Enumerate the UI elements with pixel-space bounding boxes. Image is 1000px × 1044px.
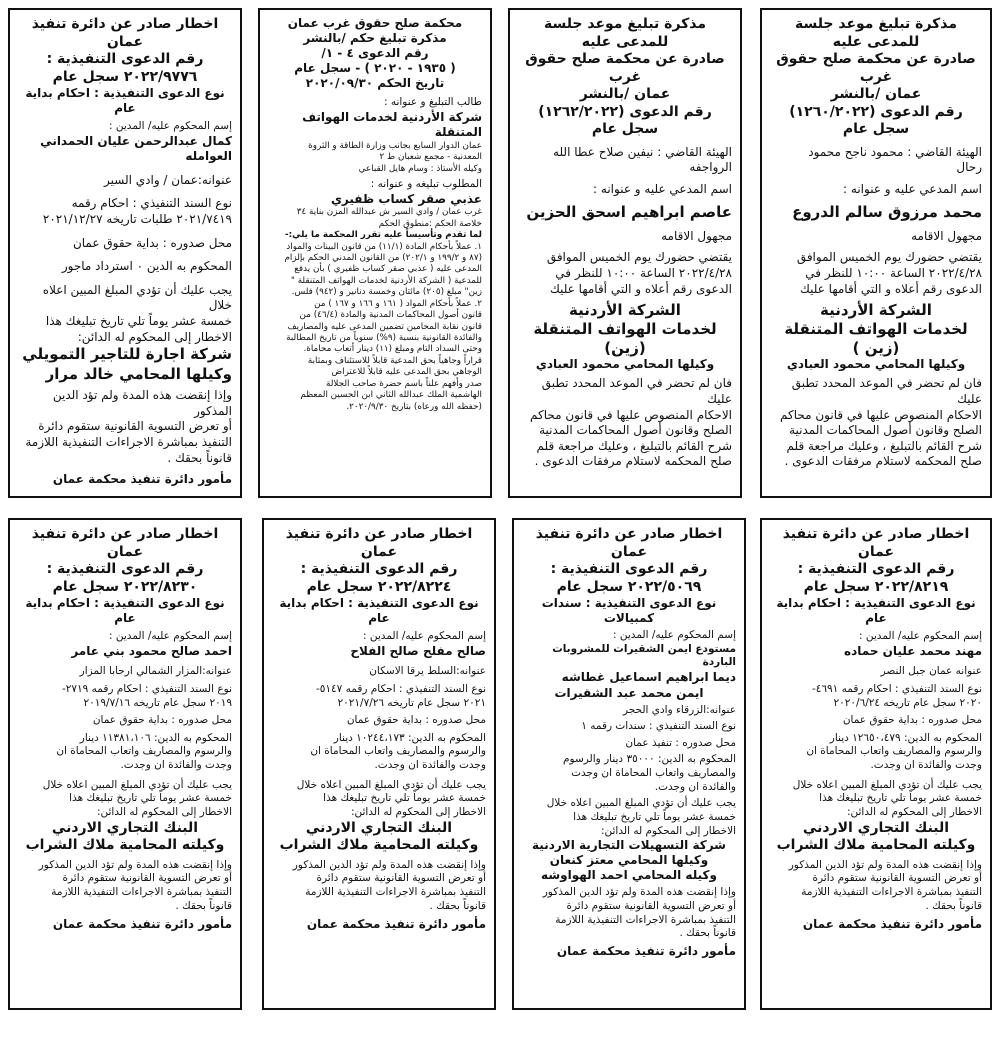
- notice-title: اخطار صادر عن دائرة تنفيذ عمان: [31, 16, 219, 50]
- record-type: سجل عام: [842, 121, 910, 137]
- instrument-type: نوع السند التنفيذي : احكام رقمه: [71, 196, 232, 211]
- body-text: قانوناً بحقك .: [925, 899, 982, 912]
- notice-title: اخطار صادر عن دائرة تنفيذ عمان: [31, 526, 219, 560]
- notice-title: مذكرة تبليغ موعد جلسة للمدعى عليه: [543, 16, 707, 50]
- judgment-text: (حفظه الله ورعاه) بتاريخ ٢٠٢٠/٩/٣٠.: [346, 401, 482, 412]
- body-text: قانوناً بحقك .: [429, 899, 486, 912]
- body-text: أو تعرض التسوية القانونية ستقوم دائرة: [812, 872, 982, 885]
- notice-title: اخطار صادر عن دائرة تنفيذ عمان: [285, 526, 473, 560]
- notice-signature: مأمور دائرة تنفيذ محكمة عمان: [556, 943, 736, 958]
- judgment-text: الوجاهي بحق المدعى عليه قابلاً للاعتراض: [331, 367, 482, 378]
- creditor-lawyer: وكيلته المحامية ملاك الشراب: [279, 837, 479, 854]
- notice-title: عمان /بالنشر: [830, 86, 922, 102]
- case-number: ٢٠٢٢/٨٢١٩ سجل عام: [803, 578, 949, 595]
- recipient-label: المطلوب تبليغه و عنوانه :: [370, 178, 482, 191]
- creditor-name: البنك التجاري الاردني: [802, 819, 950, 836]
- case-number: ( ١٩٣٥ - ٢٠٢٠ ) - سجل عام: [294, 61, 456, 75]
- notice-execution-8224: [262, 518, 496, 1010]
- instrument-type: نوع السند التنفيذي : احكام رقمه ٥١٤٧-: [315, 682, 486, 695]
- debtor-address: عنوانه:السلط يرقا الاسكان: [369, 665, 486, 678]
- judgment-summary-label: خلاصة الحكم :منطوق الحكم: [378, 218, 482, 229]
- debtor-address: عنوانه:عمان / وادي السير: [104, 172, 232, 187]
- hearing-text: يقتضي حضورك يوم الخميس الموافق: [546, 250, 732, 265]
- body-text: قانوناً بحقك .: [175, 899, 232, 912]
- judgment-text: قراراً وجاهياً بحق المدعية قابلاً للاستئناف وبمثابة: [307, 355, 482, 366]
- case-number: رقم الدعوى (١٢٦٠/٢٠٢٢): [789, 103, 963, 120]
- body-text: خمسة عشر يوماً تلي تاريخ تبليغك هذا: [573, 811, 736, 823]
- body-text: الاحكام المنصوص عليها في قانون محاكم: [530, 407, 732, 422]
- requester-address: المعدنية - مجمع شعبان ط ٢: [379, 152, 482, 163]
- judgment-text: الهاشمية الملك عبدالله الثاني ابن الحسين المعظم: [300, 390, 482, 401]
- body-text: شرح القائم بالتبليغ ، وعليك مراجعة قلم: [786, 438, 982, 453]
- notice-title: محكمة صلح حقوق غرب عمان: [287, 16, 463, 30]
- notice-title: صادرة عن محكمة صلح حقوق غرب: [776, 51, 976, 85]
- judge-name-cont: الرواجفه: [689, 160, 732, 175]
- judgment-amount: المحكوم به الدين: ٣٥٠٠٠ دينار والرسوم: [563, 753, 736, 766]
- body-text: وجدت والفائدة ان وجدت.: [374, 759, 486, 772]
- creditor-name: شركة اجارة للتاجير التمويلي: [22, 345, 232, 364]
- instrument-type: نوع السند التنفيذي : سندات رقمه ١: [581, 720, 736, 733]
- judgment-text: ٢. عملاً بأحكام المواد ( ١٦١ و ١٦٦ و ١٦٧ ) من: [314, 298, 482, 309]
- body-text: التنفيذ بمباشرة الاجراءات التنفيذية اللازمة: [801, 885, 982, 898]
- debtor-name: مستودع ايمن الشقيرات للمشروبات الباردة: [552, 642, 736, 669]
- debtor-name: ايمن محمد عبد الشقيرات: [554, 685, 704, 700]
- plaintiff-name: الشركة الأردنية: [820, 301, 932, 320]
- body-text: يجب عليك أن تؤدي المبلغ المبين اعلاه خلال: [42, 282, 232, 313]
- body-text: شرح القائم بالتبليغ ، وعليك مراجعة قلم: [536, 438, 732, 453]
- body-text: يجب عليك أن تؤدي المبلغ المبين اعلاه خلال: [792, 778, 982, 791]
- judgment-text: قانون أصول المحاكمات المدنية والمادة (٤٦/٤) من: [299, 310, 482, 321]
- body-text: التنفيذ بمباشرة الاجراءات التنفيذية اللازمة: [555, 913, 736, 926]
- notice-hearing-1262: [508, 8, 742, 498]
- judgment-text: المدعى عليه ( عذبي صقر كساب ظفيري ) بأن يدفع: [294, 264, 482, 275]
- plaintiff-name: الشركة الأردنية: [569, 301, 681, 320]
- judgment-amount: المحكوم به الدين: ١١٣٨١،١٠٦ دينار: [79, 731, 232, 744]
- debtor-address: عنوانه عمان جبل النصر: [880, 665, 982, 678]
- notice-title: مذكرة تبليغ حكم /بالنشر: [303, 31, 447, 45]
- body-text: وجدت والفائدة ان وجدت.: [870, 759, 982, 772]
- case-number: رقم الدعوى ٤ - ١/: [321, 46, 429, 60]
- debtor-name: ديما ابراهيم اسماعيل غطاشه: [561, 669, 736, 684]
- notice-execution-5069: [512, 518, 746, 1010]
- plaintiff-lawyer: وكيلها المحامي محمود العبادي: [786, 357, 966, 372]
- defendant-name: محمد مرزوق سالم الدروع: [792, 203, 982, 222]
- notice-signature: مأمور دائرة تنفيذ محكمة عمان: [52, 917, 232, 932]
- notice-title: اخطار صادر عن دائرة تنفيذ عمان: [535, 526, 723, 560]
- case-number: رقم الدعوى (١٢٦٢/٢٠٢٢): [538, 103, 712, 120]
- debtor-label: إسم المحكوم عليه/ المدين :: [859, 630, 982, 642]
- judgment-amount: المحكوم به الدين ٠ استرداد ماجور: [61, 259, 232, 274]
- case-number-label: رقم الدعوى التنفيذية :: [300, 561, 458, 577]
- judgment-date: تاريخ الحكم ٢٠٢٠/٠٩/٣٠: [305, 76, 445, 90]
- debtor-name: كمال عبدالرحمن عليان الحمداني العوامله: [40, 133, 232, 164]
- body-text: التنفيذ بمباشرة الاجراءات التنفيذية اللازمة: [51, 885, 232, 898]
- notice-judgment: [258, 8, 492, 498]
- body-text: يجب عليك أن تؤدي المبلغ المبين اعلاه خلال: [296, 778, 486, 791]
- hearing-date: ٢٠٢٢/٤/٢٨ الساعة ١٠:٠٠ للنظر في: [555, 265, 732, 280]
- debtor-label: إسم المحكوم عليه/ المدين :: [109, 120, 232, 132]
- case-number-label: رقم الدعوى التنفيذية :: [46, 51, 204, 67]
- debtor-name: احمد صالح محمود بني عامر: [71, 643, 232, 658]
- creditor-lawyer: وكيلها المحامي معتز كنعان: [549, 853, 709, 868]
- creditor-name: شركة التسهيلات التجارية الاردنية: [532, 838, 726, 853]
- body-text: التنفيذ بمباشرة الاجراءات التنفيذية اللازمة: [305, 885, 486, 898]
- creditor-lawyer: وكيلته المحامية ملاك الشراب: [776, 837, 976, 854]
- defendant-address: مجهول الاقامه: [911, 228, 982, 243]
- case-type: نوع الدعوى التنفيذية : سندات كمبيالات: [541, 596, 717, 625]
- judge-name: الهيئة القاضي : نيفين صلاح عطا الله: [553, 144, 732, 159]
- judgment-text: لما تقدم وتأسيساً عليه تقرر المحكمة ما يلي:-: [285, 230, 482, 241]
- recipient-address: غرب عمان / وادي السير ش عبدالله المزن بناية ٣٤: [296, 207, 482, 218]
- judge-name-cont: رحال: [956, 160, 982, 175]
- plaintiff-lawyer: وكيلها المحامي محمود العبادي: [535, 357, 715, 372]
- issue-place: محل صدوره : بداية حقوق عمان: [346, 714, 486, 727]
- body-text: يجب عليك أن تؤدي المبلغ المبين اعلاه خلال: [546, 797, 736, 810]
- notice-title: عمان /بالنشر: [579, 86, 671, 102]
- notice-execution-9776: [8, 8, 242, 498]
- creditor-name: البنك التجاري الاردني: [305, 819, 453, 836]
- body-text: فان لم تحضر في الموعد المحدد تطبق عليك: [791, 376, 982, 406]
- hearing-text: الدعوى رقم أعلاه و التي أقامها عليك: [549, 281, 732, 296]
- notice-title: اخطار صادر عن دائرة تنفيذ عمان: [782, 526, 970, 560]
- case-number-label: رقم الدعوى التنفيذية :: [797, 561, 955, 577]
- instrument-type: نوع السند التنفيذي : احكام رقمه ٢٧١٩-: [61, 682, 232, 695]
- recipient-name: عذبي صقر كساب ظفيري: [330, 191, 482, 206]
- judgment-text: للمدعية ( الشركة الأردنية لخدمات الهواتف المتنقلة ": [290, 275, 482, 286]
- creditor-lawyer: وكيلته المحامية ملاك الشراب: [25, 837, 225, 854]
- instrument-number: ٢٠٢١ سجل عام تاريخه ٢٠٢١/٧/٢٦: [337, 696, 486, 709]
- record-type: سجل عام: [591, 121, 659, 137]
- judgment-text: وحتى السداد التام ومبلغ (١١) دينار أتعاب محاماة.: [303, 344, 482, 355]
- creditor-lawyer: وكيله المحامي احمد الهواوشه: [541, 868, 717, 883]
- plaintiff-name: لخدمات الهواتف المتنقلة (زين): [533, 319, 717, 357]
- instrument-number: ٢٠٢٠ سجل عام تاريخه ٢٠٢٠/٦/٢٤: [833, 696, 982, 709]
- creditor-lawyer: وكيلها المحامي خالد مرار: [45, 364, 232, 383]
- issue-place: محل صدوره : بداية حقوق عمان: [72, 235, 232, 250]
- body-text: والرسوم والمصاريف واتعاب المحاماة ان: [310, 745, 486, 758]
- notice-execution-8230: [8, 518, 242, 1010]
- body-text: أو تعرض التسوية القانونية ستقوم دائرة: [62, 872, 232, 885]
- creditor-label: الاخطار إلى المحكوم له الدائن:: [77, 329, 232, 344]
- issue-place: محل صدوره : بداية حقوق عمان: [842, 714, 982, 727]
- body-text: الصلح وقانون أصول المحاكمات المدنية: [539, 423, 732, 438]
- defendant-address: مجهول الاقامه: [661, 228, 732, 243]
- notice-signature: مأمور دائرة تنفيذ محكمة عمان: [306, 917, 486, 932]
- judgment-text: والفائدة القانونية بنسبة (٩%) سنوياً من تاريخ المطالبة: [286, 332, 482, 343]
- creditor-label: الاخطار إلى المحكوم له الدائن:: [96, 806, 232, 818]
- case-type: نوع الدعوى التنفيذية : احكام بداية عام: [25, 596, 225, 625]
- debtor-name: مهند محمد عليان حماده: [844, 643, 982, 658]
- requester-lawyer: وكيله الأستاذ : وسام هايل القباعي: [358, 163, 482, 174]
- body-text: وإذا إنقضت هذه المدة ولم تؤد الدين المذكور: [292, 858, 486, 871]
- case-number: ٢٠٢٢/٨٢٢٤ سجل عام: [306, 578, 452, 595]
- creditor-name: البنك التجاري الاردني: [51, 819, 199, 836]
- body-text: وإذا إنقضت هذه المدة ولم تؤد الدين المذكور: [38, 858, 232, 871]
- body-text: وإذا إنقضت هذه المدة ولم تؤد الدين المذكور: [52, 388, 232, 418]
- judgment-amount: المحكوم به الدين: ١٠٢٤٤،١٧٣ دينار: [333, 731, 486, 744]
- debtor-address: عنوانه:الزرقاء وادي الحجر: [622, 703, 736, 716]
- body-text: خمسة عشر يوماً تلي تاريخ تبليغك هذا: [323, 792, 486, 805]
- hearing-text: الدعوى رقم أعلاه و التي أقامها عليك: [799, 281, 982, 296]
- body-text: أو تعرض التسوية القانونية ستقوم دائرة: [38, 419, 232, 434]
- body-text: خمسة عشر يوماً تلي تاريخ تبليغك هذا: [819, 792, 982, 805]
- body-text: أو تعرض التسوية القانونية ستقوم دائرة: [566, 899, 736, 912]
- judgment-text: صدر وأفهم علناً باسم حضرة صاحب الجلالة: [326, 378, 482, 389]
- body-text: والفائدة ان وجدت.: [654, 780, 736, 793]
- case-number: ٢٠٢٢/٨٢٣٠ سجل عام: [52, 578, 198, 595]
- debtor-label: إسم المحكوم عليه/ المدين :: [109, 630, 232, 642]
- requester-address: عمان الدوار السابع بجانب وزارة الطاقة و الثروة: [308, 140, 482, 151]
- defendant-name: عاصم ابراهيم اسحق الحزين: [526, 203, 732, 222]
- plaintiff-name: لخدمات الهواتف المتنقلة (زين ): [784, 319, 968, 357]
- body-text: الصلح وقانون أصول المحاكمات المدنية: [789, 423, 982, 438]
- body-text: والرسوم والمصاريف واتعاب المحاماة ان: [806, 745, 982, 758]
- case-number: ٢٠٢٢/٩٧٧٦ سجل عام: [52, 68, 198, 85]
- body-text: صلح المحكمه لاستلام مرفقات الدعوى .: [534, 454, 732, 469]
- body-text: فان لم تحضر في الموعد المحدد تطبق عليك: [541, 376, 732, 406]
- body-text: والمصاريف واتعاب المحاماة ان وجدت: [571, 767, 736, 780]
- debtor-address: عنوانه:المزار الشمالي ارحابا المزار: [79, 665, 232, 678]
- body-text: والرسوم والمصاريف واتعاب المحاماة ان: [56, 745, 232, 758]
- judgment-text: (٨٧ و ١٩٩/٢ و ٢٠٢/١) من القانون المدني الحكم بإلزام: [284, 253, 482, 264]
- creditor-label: الاخطار إلى المحكوم له الدائن:: [600, 824, 736, 837]
- instrument-type: نوع السند التنفيذي : احكام رقمه ٤٦٩١-: [811, 682, 982, 695]
- creditor-label: الاخطار إلى المحكوم له الدائن:: [350, 806, 486, 818]
- body-text: صلح المحكمه لاستلام مرفقات الدعوى .: [784, 454, 982, 469]
- requester-name: شركة الأردنية لخدمات الهواتف المتنقلة: [302, 109, 482, 140]
- body-text: قانوناً بحقك .: [167, 450, 232, 465]
- notice-hearing-1260: [760, 8, 992, 498]
- issue-place: محل صدوره : تنفيذ عمان: [625, 736, 736, 749]
- requester-label: طالب التبليغ و عنوانه :: [383, 96, 482, 108]
- judge-name: الهيئة القاضي : محمود ناجح محمود: [808, 144, 982, 159]
- body-text: خمسة عشر يوماً تلي تاريخ تبليغك هذا: [69, 792, 232, 805]
- defendant-label: اسم المدعي عليه و عنوانه :: [593, 181, 732, 196]
- defendant-label: اسم المدعي عليه و عنوانه :: [843, 181, 982, 196]
- judgment-text: زين" مبلغ (٢٠٥) مائتان وخمسة دنانير و (٩٤٢) فلس.: [291, 287, 482, 298]
- issue-place: محل صدوره : بداية حقوق عمان: [92, 714, 232, 727]
- body-text: وإذا إنقضت هذه المدة ولم تؤد الدين المذكور: [542, 886, 736, 899]
- instrument-number: ٢٠١٩ سجل عام تاريخه ٢٠١٩/٧/١٦: [83, 696, 232, 709]
- debtor-label: إسم المحكوم عليه/ المدين :: [613, 629, 736, 641]
- body-text: وإذا إنقضت هذه المدة ولم تؤد الدين المذكور: [788, 858, 982, 871]
- creditor-label: الاخطار إلى المحكوم له الدائن:: [846, 806, 982, 818]
- notice-title: صادرة عن محكمة صلح حقوق غرب: [525, 51, 725, 85]
- body-text: يجب عليك أن تؤدي المبلغ المبين اعلاه خلال: [42, 778, 232, 791]
- body-text: الاحكام المنصوص عليها في قانون محاكم: [780, 407, 982, 422]
- hearing-date: ٢٠٢٢/٤/٢٨ الساعة ١٠:٠٠ للنظر في: [805, 265, 982, 280]
- body-text: خمسة عشر يوماً تلي تاريخ تبليغك هذا: [45, 313, 232, 328]
- case-type: نوع الدعوى التنفيذية : احكام بداية عام: [776, 596, 976, 625]
- judgment-text: قانون نقابة المحامين تضمين المدعى عليه والمصاريف: [287, 321, 482, 332]
- judgment-text: ١. عملاً بأحكام المادة (١١/١) من قانون البينات والمواد: [286, 241, 482, 252]
- case-type: نوع الدعوى التنفيذية : احكام بداية عام: [25, 86, 225, 115]
- debtor-label: إسم المحكوم عليه/ المدين :: [363, 630, 486, 642]
- case-number-label: رقم الدعوى التنفيذية :: [550, 561, 708, 577]
- case-number: ٢٠٢٢/٥٠٦٩ سجل عام: [556, 578, 702, 595]
- body-text: قانوناً بحقك .: [679, 927, 736, 940]
- notice-execution-8219: [760, 518, 992, 1010]
- case-type: نوع الدعوى التنفيذية : احكام بداية عام: [279, 596, 479, 625]
- debtor-name: صالح مفلح صالح الفلاح: [350, 643, 486, 658]
- body-text: وجدت والفائدة ان وجدت.: [120, 759, 232, 772]
- case-number-label: رقم الدعوى التنفيذية :: [46, 561, 204, 577]
- notice-signature: مأمور دائرة تنفيذ محكمة عمان: [802, 917, 982, 932]
- body-text: التنفيذ بمباشرة الاجراءات التنفيذية اللازمة: [25, 434, 232, 449]
- notice-title: مذكرة تبليغ موعد جلسة للمدعى عليه: [794, 16, 958, 50]
- judgment-amount: المحكوم به الدين: ١٢٦٥٠،٤٧٩ دينار: [829, 731, 982, 744]
- notice-signature: مأمور دائرة تنفيذ محكمة عمان: [52, 472, 232, 487]
- hearing-text: يقتضي حضورك يوم الخميس الموافق: [796, 250, 982, 265]
- body-text: أو تعرض التسوية القانونية ستقوم دائرة: [316, 872, 486, 885]
- instrument-number: ٢٠٢١/٧٤١٩ طلبات تاريخه ٢٠٢١/١٢/٢٧: [42, 212, 232, 227]
